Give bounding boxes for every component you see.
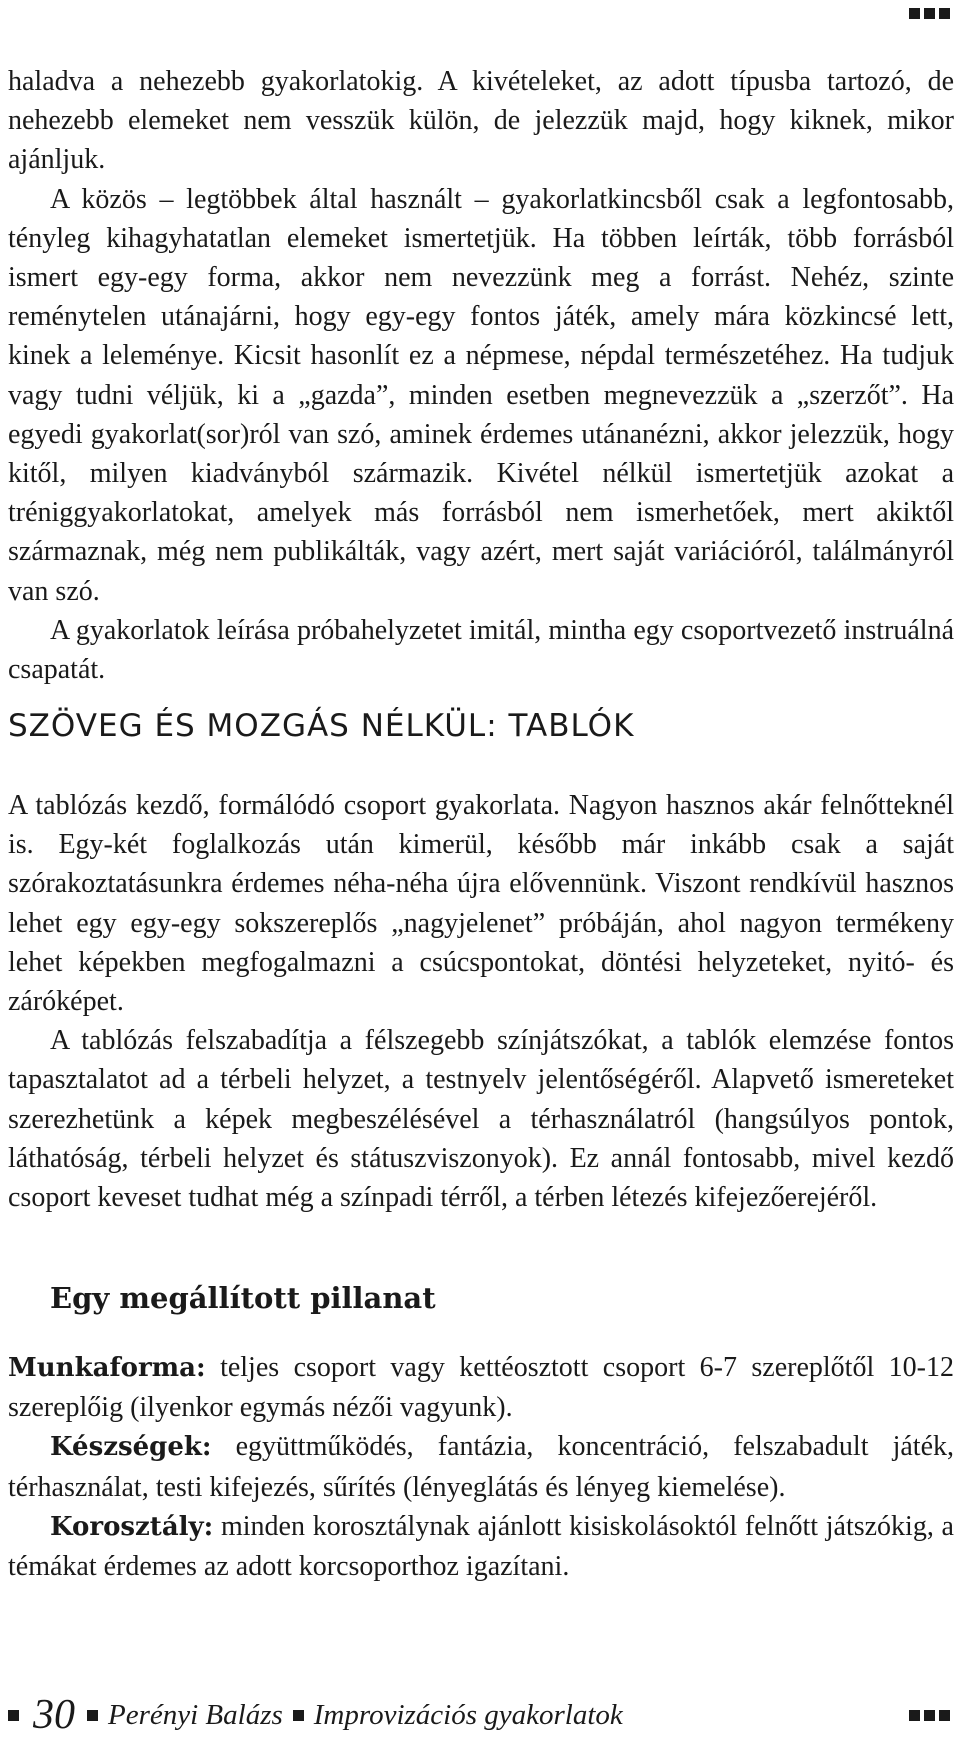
meta-label: Készségek: <box>50 1432 212 1463</box>
section-text <box>8 786 954 1217</box>
page <box>8 0 954 1755</box>
meta-label: Munkaforma: <box>8 1353 206 1383</box>
footer-square <box>87 1710 98 1721</box>
paragraph: A közös – legtöbbek által használt – gyakorlatkincsből csak a legfontosabb, tényleg kihagyhatatlan elemeket ismertetjük. Ha többen leírták, több forrásból ismert egy-egy forma, akkor nem nevezzünk meg a forrást. Nehéz, szinte reménytelen utánajárni, hogy egy-egy fontos játék, amely mára közkincsé lett, kinek a leleménye. Kicsit hasonlít ez a népmese, népdal természetéhez. Ha tudjuk vagy tudni véljük, ki a „gazda”, minden esetben megnevezzük a „szerzőt”. Ha egyedi gyakorlat(sor)ról van szó, aminek érdemes utánanézni, akkor jelezzük, hogy kitől, milyen kiadványból származik. Kivétel nélkül ismertetjük azokat a tréniggyakorlatokat, amelyek más forrásból nem ismerhetőek, mert akiktől származnak, még nem publikálták, vagy azért, mert saját variációról, találmányról van szó. <box>8 183 954 607</box>
marker-square <box>909 8 920 19</box>
meta-value: teljes csoport vagy kettéosztott csoport 6-7 szereplőtől 10-12 szereplőig (ilyenkor egymás nézői vagyunk). <box>8 1352 954 1424</box>
meta-label: Korosztály: <box>50 1511 214 1542</box>
marker-square <box>939 1710 950 1721</box>
footer-square <box>293 1710 304 1721</box>
intro-text <box>8 62 954 689</box>
page-footer <box>8 1690 954 1740</box>
meta-keszsegek <box>8 1427 954 1506</box>
exercise-meta <box>8 1348 954 1586</box>
paragraph: A tablózás felszabadítja a félszegebb színjátszókat, a tablók elemzése fontos tapasztalatot ad a térbeli helyzet, a testnyelv jelentőségéről. Alapvető ismereteket szerezhetünk a képek megbeszélésével a térhasználatról (hangsúlyos pontok, láthatóság, térbeli helyzet és státuszviszonyok). Ez annál fontosabb, mivel kezdő csoport keveset tudhat még a színpadi térről, a térben létezés kifejezőerejéről. <box>8 1025 954 1214</box>
meta-value: együttműködés, fantázia, koncentráció, felszabadult játék, térhasználat, testi kifejezés, sűrítés (lényeglátás és lényeg kiemelése). <box>8 1431 954 1503</box>
section-heading: SZÖVEG ÉS MOZGÁS NÉLKÜL: TABLÓK <box>8 708 635 744</box>
meta-korosztaly <box>8 1507 954 1586</box>
meta-munkaforma <box>8 1348 954 1427</box>
footer-square <box>8 1710 19 1721</box>
paragraph: A tablózás kezdő, formálódó csoport gyakorlata. Nagyon hasznos akár felnőtteknél is. Egy-két foglalkozás után kimerül, később már inkább csak a saját szórakoztatásunkra érdemes néha-néha újra elővennünk. Viszont rendkívül hasznos lehet egy egy-egy sokszereplős „nagyjelenet” próbáján, ahol nagyon termékeny lehet képekben megfogalmazni a csúcspontokat, döntési helyzeteket, nyitó- és záróképet. <box>8 790 954 1018</box>
footer-author: Perényi Balázs <box>108 1698 283 1731</box>
marker-square <box>909 1710 920 1721</box>
paragraph: haladva a nehezebb gyakorlatokig. A kivételeket, az adott típusba tartozó, de nehezebb elemeket nem vesszük külön, de jelezzük majd, hogy kiknek, mikor ajánljuk. <box>8 66 954 176</box>
paragraph: A gyakorlatok leírása próbahelyzetet imitál, mintha egy csoportvezető instruálná csapatát. <box>8 614 954 686</box>
meta-value: minden korosztálynak ajánlott kisiskolásoktól felnőtt játszókig, a témákat érdemes az adott korcsoporthoz igazítani. <box>8 1510 954 1583</box>
page-number: 30 <box>33 1692 75 1738</box>
marker-square <box>924 8 935 19</box>
corner-marker <box>909 8 950 19</box>
marker-square <box>924 1710 935 1721</box>
marker-square <box>939 8 950 19</box>
exercise-title: Egy megállított pillanat <box>50 1281 436 1315</box>
footer-marker <box>909 1710 950 1721</box>
footer-book-title: Improvizációs gyakorlatok <box>313 1698 623 1731</box>
